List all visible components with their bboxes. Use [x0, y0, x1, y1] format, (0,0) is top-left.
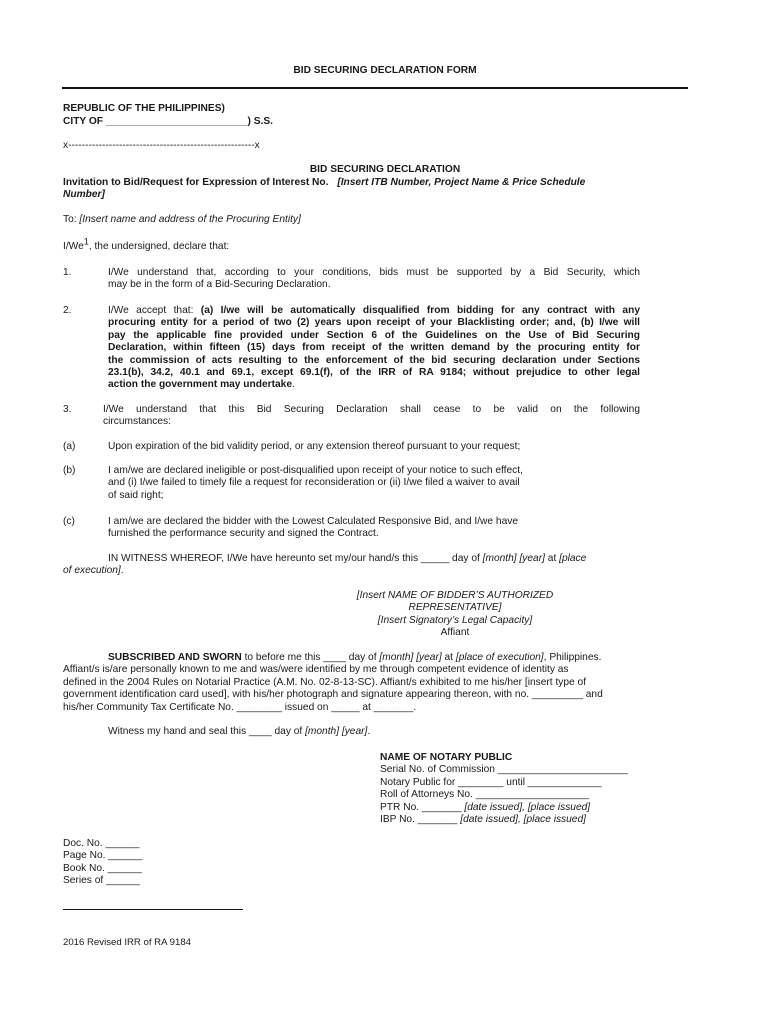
item-2-period: . [292, 379, 295, 391]
sworn-line: defined in the 2004 Rules on Notarial Practice (A.M. No. 02-8-13-SC). Affiant/s exhibited to me his/her [insert type of [63, 676, 587, 688]
sworn-line: his/her Community Tax Certificate No. ________ issued on _____ at _______. [63, 701, 417, 713]
signatory-name: [Insert NAME OF BIDDER’S AUTHORIZED [356, 590, 554, 601]
footnote-separator [63, 909, 243, 910]
doc-register-block [63, 838, 142, 888]
item-2-text [108, 305, 640, 392]
sworn-text: to before me this ____ day of [241, 652, 380, 663]
iwe-rest: , the undersigned, declare that: [88, 241, 230, 252]
item-2-line: the commission of acts resulting to the enforcement of the bid securing declaration under Sections [108, 354, 640, 366]
sworn-lead: SUBSCRIBED AND SWORN [108, 652, 242, 663]
ibp-placeholder: [date issued], [place issued] [460, 814, 586, 826]
witness-whereof-line-2 [63, 565, 124, 577]
ibp-label: IBP No. _______ [380, 814, 461, 826]
footer-note: 2016 Revised IRR of RA 9184 [63, 937, 191, 948]
witness-place-end: of execution] [63, 565, 121, 576]
item-b-line: and (i) I/we failed to timely file a request for reconsideration or (ii) I/we filed a waiver to avail [108, 477, 520, 489]
form-title: BID SECURING DECLARATION FORM [293, 65, 477, 76]
witness-date: [month] [year] [482, 553, 545, 564]
item-2-line: procuring entity for a period of two (2) years upon receipt of your Blacklisting order; and, (b) I/we will [108, 317, 640, 329]
signatory-block [340, 590, 570, 640]
item-2-lead: I/We accept that: [108, 305, 201, 316]
footnote-marker: 1 [83, 236, 89, 247]
item-2-line: Declaration, within fifteen (15) days from receipt of the written demand by the procuring entity for [108, 342, 640, 354]
item-3-line: I/We understand that this Bid Securing Declaration shall cease to be valid on the following [103, 404, 640, 415]
item-b-line: I am/we are declared ineligible or post-disqualified upon receipt of your notice to such effect, [108, 465, 523, 476]
witness-hand-line [108, 726, 370, 738]
item-c-line: I am/we are declared the bidder with the Lowest Calculated Responsive Bid, and I/we have [108, 516, 518, 527]
notary-roll: Roll of Attorneys No. ____________________ [380, 789, 590, 801]
item-1-line: I/We understand that, according to your conditions, bids must be supported by a Bid Security, which [108, 267, 640, 278]
item-b-label: (b) [63, 465, 76, 476]
item-1-text [108, 267, 640, 292]
separator-dashes: x-------------------------------------------------------x [63, 140, 260, 151]
invitation-line-2: Number] [63, 189, 105, 200]
item-2-line: 23.1(b), 34.2, 40.1 and 69.1, except 69.1(f), of the IRR of RA 9184; without prejudice to other legal [108, 367, 640, 379]
series-of: Series of ______ [63, 875, 141, 887]
item-2-line: pay the applicable fine provided under Section 6 of the Guidelines on the Use of Bid Securing [108, 329, 640, 341]
witness-place: [place [559, 553, 587, 564]
sworn-at: at [441, 652, 456, 663]
ptr-label: PTR No. _______ [380, 801, 465, 813]
title-underline [62, 87, 688, 89]
sworn-line [63, 652, 703, 664]
to-placeholder: [Insert name and address of the Procuring Entity] [79, 214, 301, 225]
item-2-last: action the government may undertake [108, 379, 292, 391]
item-a-label: (a) [63, 441, 76, 452]
item-1-number: 1. [63, 267, 72, 278]
iwe-line [63, 236, 230, 253]
to-line [63, 214, 301, 226]
witness-hand-text: Witness my hand and seal this ____ day of [108, 726, 306, 737]
item-3-line: circumstances: [103, 416, 171, 428]
invitation-label: Invitation to Bid/Request for Expression of Interest No. [63, 177, 329, 188]
item-3-text [103, 404, 640, 429]
item-c-line: furnished the performance security and signed the Contract. [108, 528, 379, 540]
sworn-place: [place of execution] [455, 652, 544, 663]
ptr-placeholder: [date issued], [place issued] [464, 801, 591, 813]
witness-at: at [544, 553, 560, 564]
iwe-text: I/We [63, 241, 84, 252]
witness-period: . [120, 565, 124, 576]
notary-ptr [380, 802, 628, 814]
witness-hand-date: [month] [year] [305, 726, 368, 737]
affiant-label: Affiant [440, 627, 470, 639]
page-no: Page No. ______ [63, 850, 143, 862]
to-prefix: To: [63, 214, 80, 225]
declaration-title: BID SECURING DECLARATION [309, 164, 461, 175]
sworn-line: Affiant/s is/are personally known to me and was/were identified by me through competent evidence of identity as [63, 664, 569, 676]
witness-hand-period: . [367, 726, 371, 737]
notary-public-until: Notary Public for ________ until _____________ [380, 776, 602, 788]
item-2-line [108, 305, 640, 317]
signatory-name-2: REPRESENTATIVE] [408, 602, 502, 614]
itb-placeholder: [Insert ITB Number, Project Name & Price Schedule [337, 177, 586, 188]
item-2-number: 2. [63, 305, 72, 316]
doc-no: Doc. No. ______ [63, 838, 140, 849]
invitation-line [63, 177, 663, 189]
item-b-line: of said right; [108, 489, 164, 501]
book-no: Book No. ______ [63, 862, 142, 874]
republic-line: REPUBLIC OF THE PHILIPPINES) [63, 103, 225, 114]
item-3-number: 3. [63, 404, 72, 415]
sworn-line: government identification card used], with his/her photograph and signature appearing thereon, with no. _________ and [63, 689, 603, 701]
sworn-block [63, 652, 703, 714]
notary-block [380, 752, 628, 826]
item-c-label: (c) [63, 516, 75, 527]
signatory-capacity: [Insert Signatory’s Legal Capacity] [377, 614, 533, 626]
sworn-end: , Philippines. [543, 652, 602, 663]
notary-ibp [380, 814, 628, 826]
witness-text: IN WITNESS WHEREOF, I/We have hereunto set my/our hand/s this _____ day of [108, 553, 483, 564]
notary-title: NAME OF NOTARY PUBLIC [380, 752, 513, 763]
witness-whereof-line [108, 553, 586, 565]
item-2-line [108, 379, 640, 391]
city-line: CITY OF _________________________) S.S. [63, 116, 273, 127]
item-1-line: may be in the form of a Bid-Securing Declaration. [108, 279, 331, 291]
item-2-bold: (a) I/we will be automatically disqualified from bidding for any contract with any [200, 305, 640, 316]
sworn-date: [month] [year] [379, 652, 442, 663]
item-b-text [108, 465, 648, 502]
item-a-text: Upon expiration of the bid validity period, or any extension thereof pursuant to your request; [108, 441, 521, 452]
item-c-text [108, 516, 648, 541]
notary-serial: Serial No. of Commission _______________________ [380, 764, 629, 776]
